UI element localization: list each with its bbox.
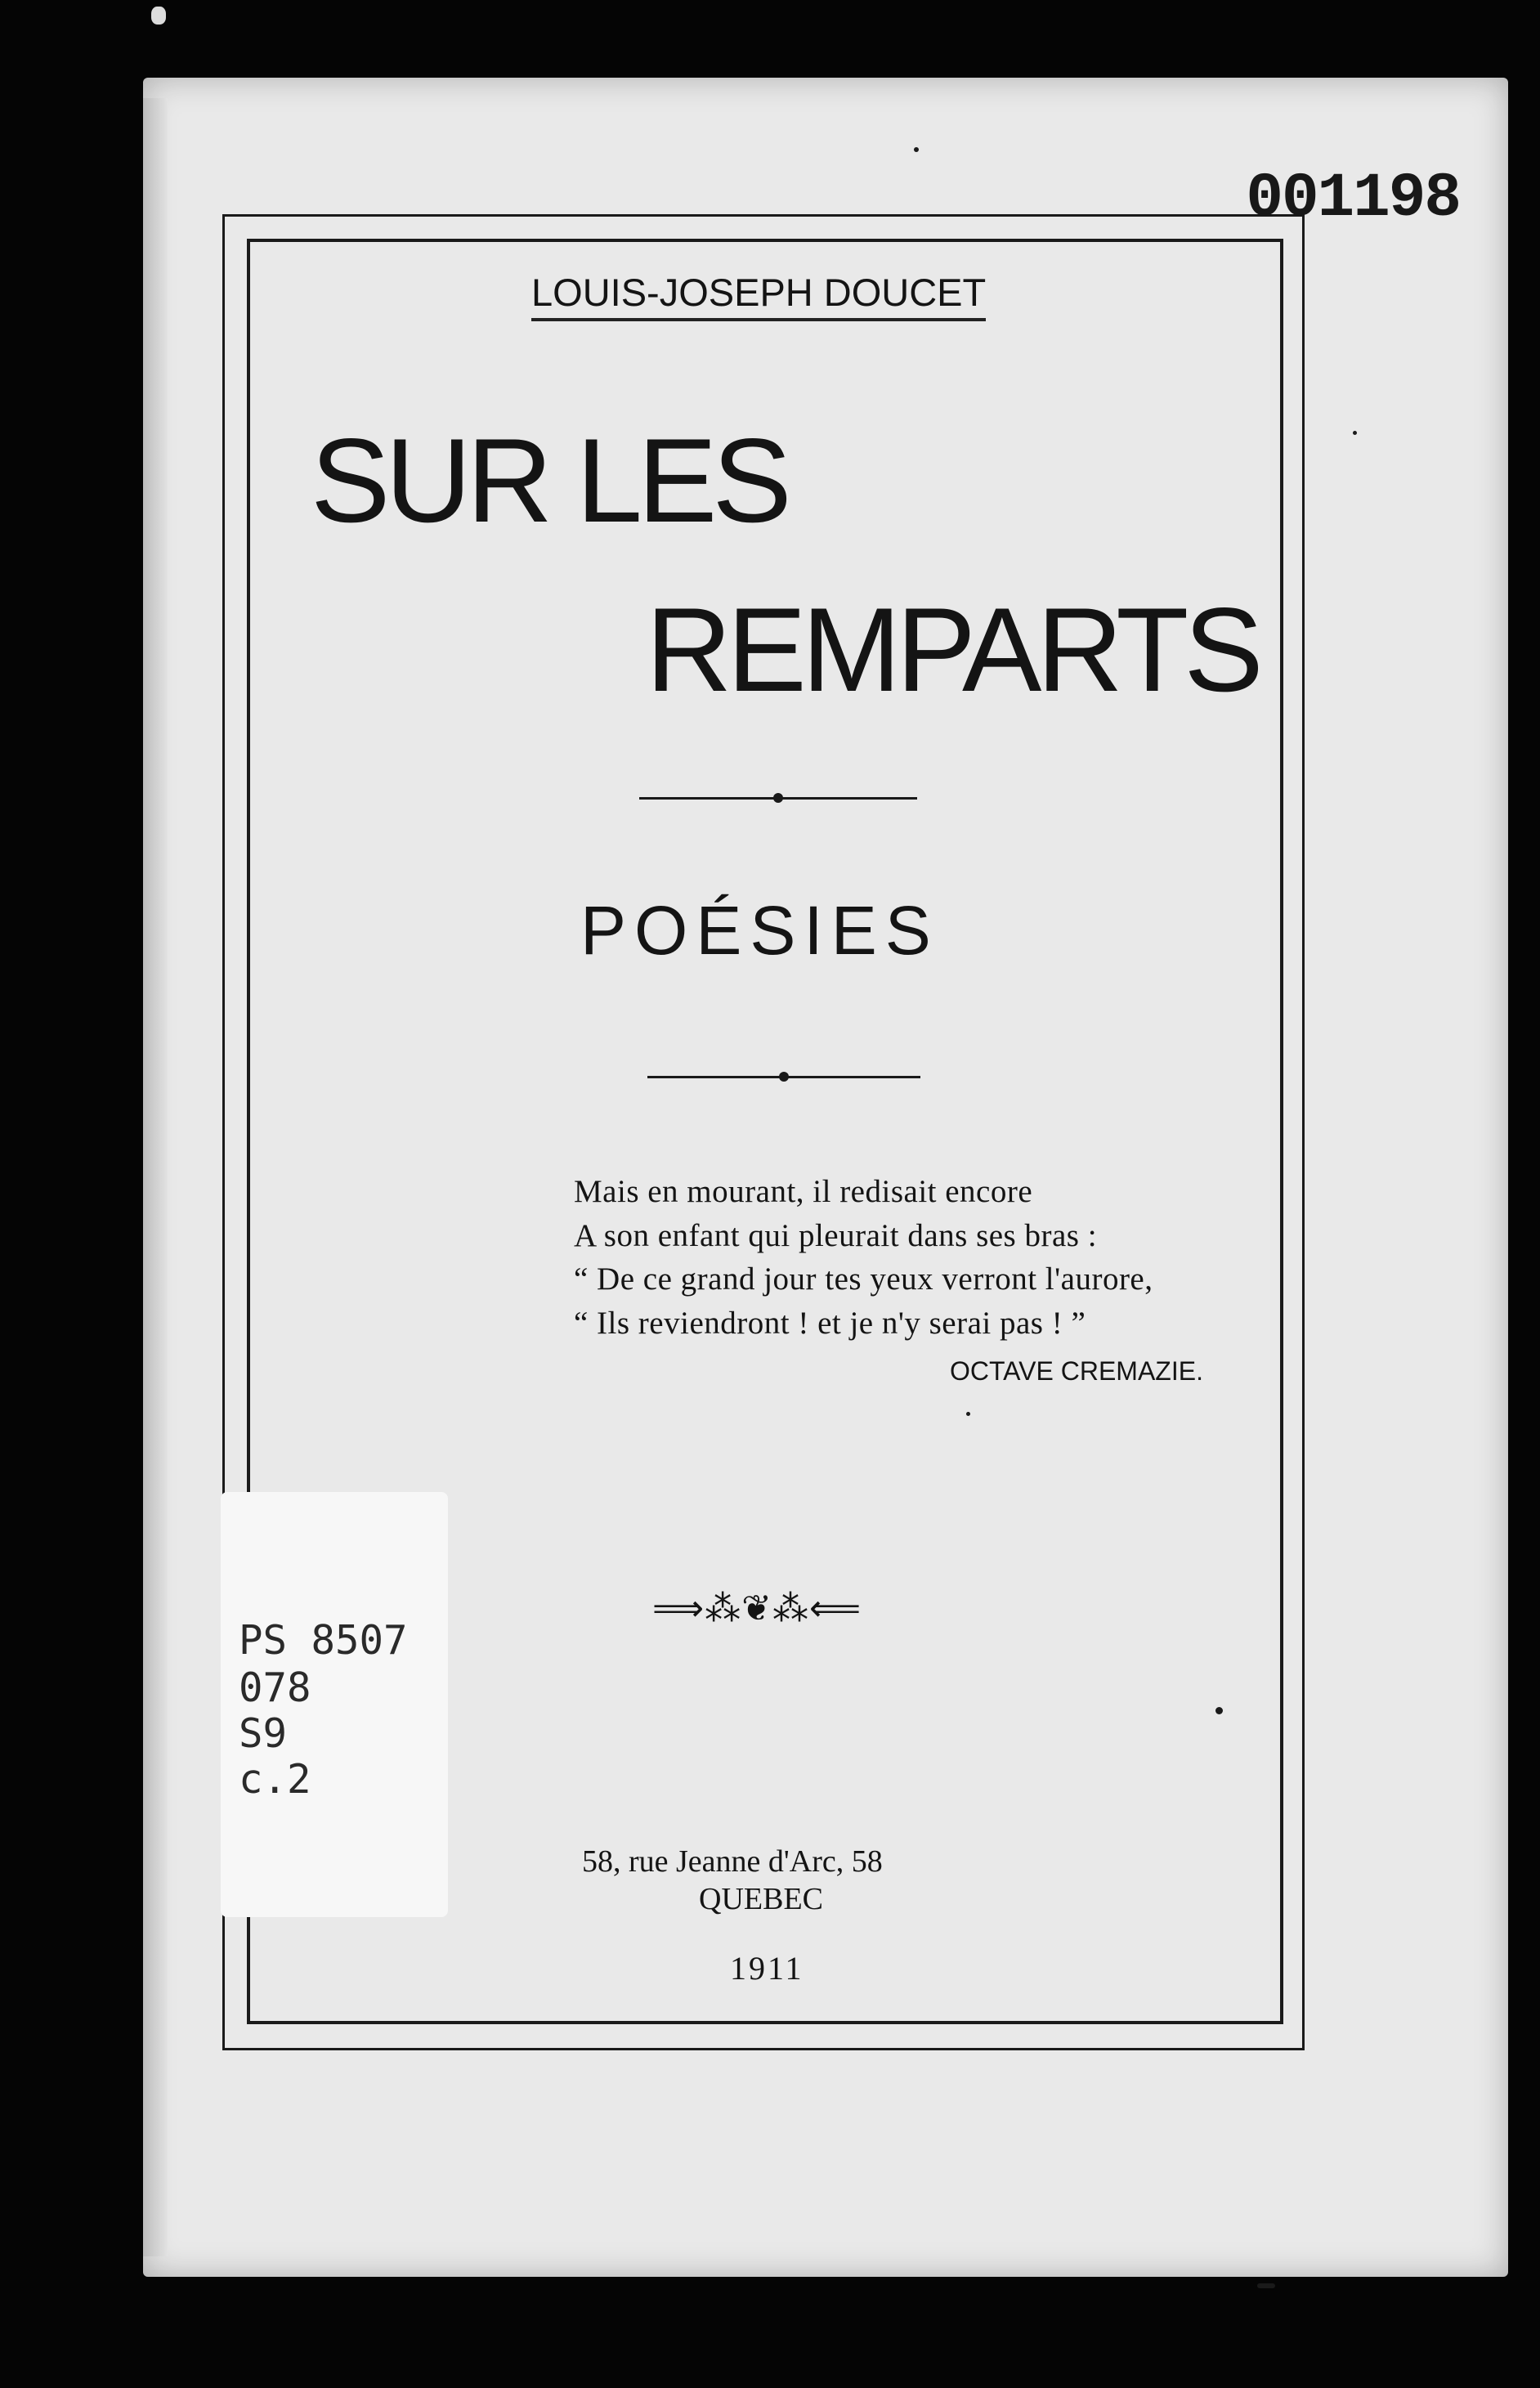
book-spine-edge [143,98,168,2256]
scan-speck [1257,2283,1275,2288]
scan-speck [966,1412,970,1416]
epigraph-line: Mais en mourant, il redisait encore [574,1174,1033,1209]
catalog-number: 001198 [1246,164,1460,234]
divider-dot [773,793,783,803]
scan-speck [914,147,919,152]
publisher-address: 58, rue Jeanne d'Arc, 58 [582,1844,883,1879]
book-title-line-1: SUR LES [311,414,787,547]
publisher-city: QUEBEC [699,1882,823,1916]
call-number-line: c.2 [239,1756,311,1803]
author-name: LOUIS-JOSEPH DOUCET [531,270,986,321]
ornament-flourish: ⟹⁂❦⁂⟸ [652,1588,862,1629]
epigraph-line: “ Ils reviendront ! et je n'y serai pas ! ” [574,1306,1086,1341]
divider-dot [779,1072,789,1082]
book-title-line-2: REMPARTS [646,583,1259,716]
epigraph-line: A son enfant qui pleurait dans ses bras : [574,1218,1098,1253]
call-number-line: S9 [239,1710,288,1757]
scan-speck [1215,1707,1223,1714]
divider-top [639,797,917,800]
call-number-line: 078 [239,1664,311,1711]
publication-year: 1911 [730,1950,804,1987]
epigraph-attribution: OCTAVE CREMAZIE. [950,1356,1203,1386]
call-number-line: PS 8507 [239,1617,408,1664]
scan-corner-mark [151,7,166,25]
epigraph-line: “ De ce grand jour tes yeux verront l'aurore, [574,1261,1153,1297]
book-subtitle: POÉSIES [580,892,939,969]
scan-speck [1353,431,1357,435]
divider-bottom [647,1076,920,1078]
